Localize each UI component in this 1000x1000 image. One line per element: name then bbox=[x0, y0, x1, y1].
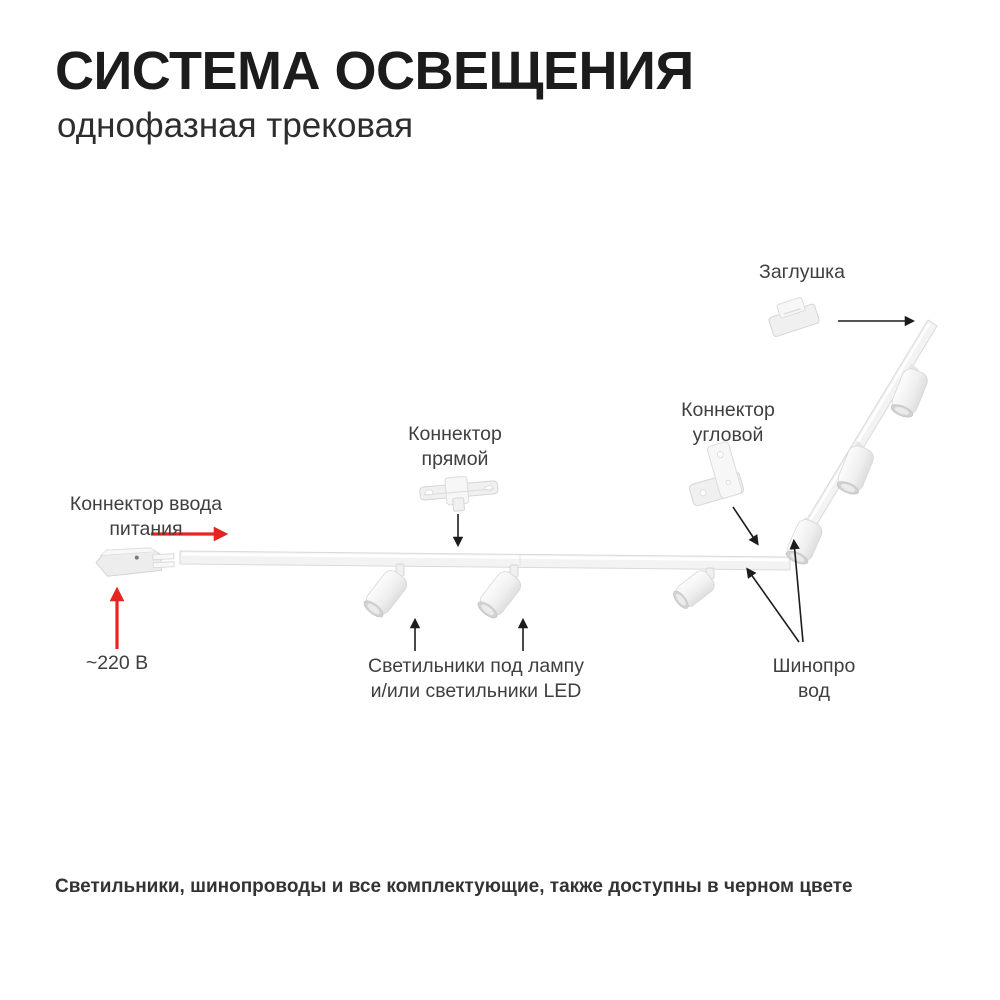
voltage-label: ~220 В bbox=[85, 652, 149, 674]
straight-connector-icon bbox=[419, 474, 500, 515]
track-label: Шинопро вод bbox=[772, 655, 856, 702]
endcap-label: Заглушка bbox=[759, 261, 845, 283]
page-subtitle: однофазная трековая bbox=[57, 106, 414, 145]
power-connector-label: Коннектор ввода питания bbox=[69, 493, 223, 540]
end-cap-icon bbox=[765, 294, 820, 337]
track-arrow-left bbox=[748, 570, 799, 642]
corner-connector-icon bbox=[680, 440, 745, 506]
power-connector-icon bbox=[95, 547, 174, 577]
spotlights-label: Светильники под лампу и/или светильники LED bbox=[368, 655, 584, 702]
spotlight-icon bbox=[670, 568, 717, 612]
page-title: СИСТЕМА ОСВЕЩЕНИЯ bbox=[55, 41, 694, 101]
track-rail-horizontal-icon bbox=[180, 551, 790, 570]
corner-connector-label: Коннектор угловой bbox=[681, 399, 775, 446]
footer-note: Светильники, шинопроводы и все комплектующие, также доступны в черном цвете bbox=[55, 876, 853, 897]
straight-connector-label: Коннектор прямой bbox=[408, 423, 502, 470]
spotlight-icon bbox=[360, 564, 410, 621]
spotlight-icon bbox=[474, 565, 524, 622]
corner-connector-arrow bbox=[733, 507, 757, 543]
